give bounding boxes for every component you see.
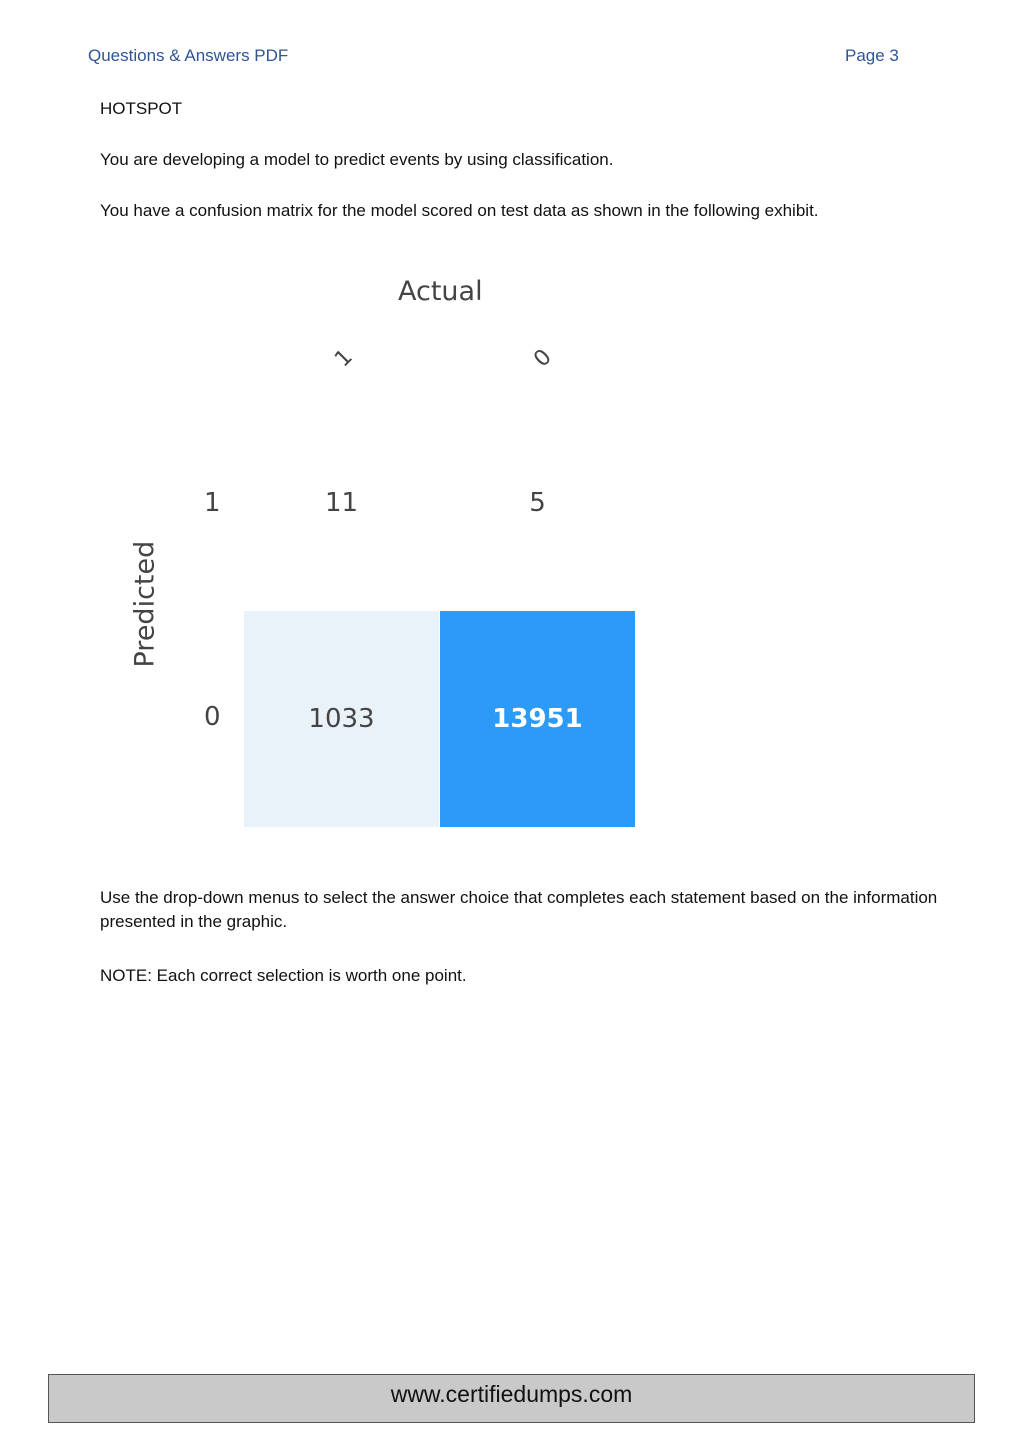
matrix-cell-pred0-act1: 1033 (244, 611, 439, 827)
y-axis-label: Predicted (129, 540, 161, 668)
question-note: NOTE: Each correct selection is worth one point. (100, 966, 467, 985)
y-tick-label: 0 (204, 702, 221, 732)
x-tick-label: 0 (529, 344, 557, 373)
x-axis-label: Actual (398, 276, 483, 307)
page-number: Page 3 (845, 46, 899, 65)
footer-url: www.certifiedumps.com (390, 1381, 633, 1407)
question-type-label: HOTSPOT (100, 99, 183, 118)
matrix-cell-pred0-act0: 13951 (440, 611, 635, 827)
y-tick-label: 1 (204, 488, 221, 518)
question-instructions: Use the drop-down menus to select the answer choice that completes each statement based on the information presented in the graphic. (100, 888, 938, 931)
document-title: Questions & Answers PDF (88, 46, 289, 65)
matrix-cell-pred1-act1: 11 (324, 488, 359, 518)
matrix-cell-pred1-act0: 5 (529, 488, 546, 518)
confusion-matrix (100, 260, 660, 840)
footer-bar (48, 1374, 975, 1423)
question-exhibit-text: You have a confusion matrix for the model scored on test data as shown in the following exhibit. (100, 201, 819, 220)
x-tick-label: 1 (330, 344, 358, 373)
question-intro: You are developing a model to predict events by using classification. (100, 150, 614, 169)
